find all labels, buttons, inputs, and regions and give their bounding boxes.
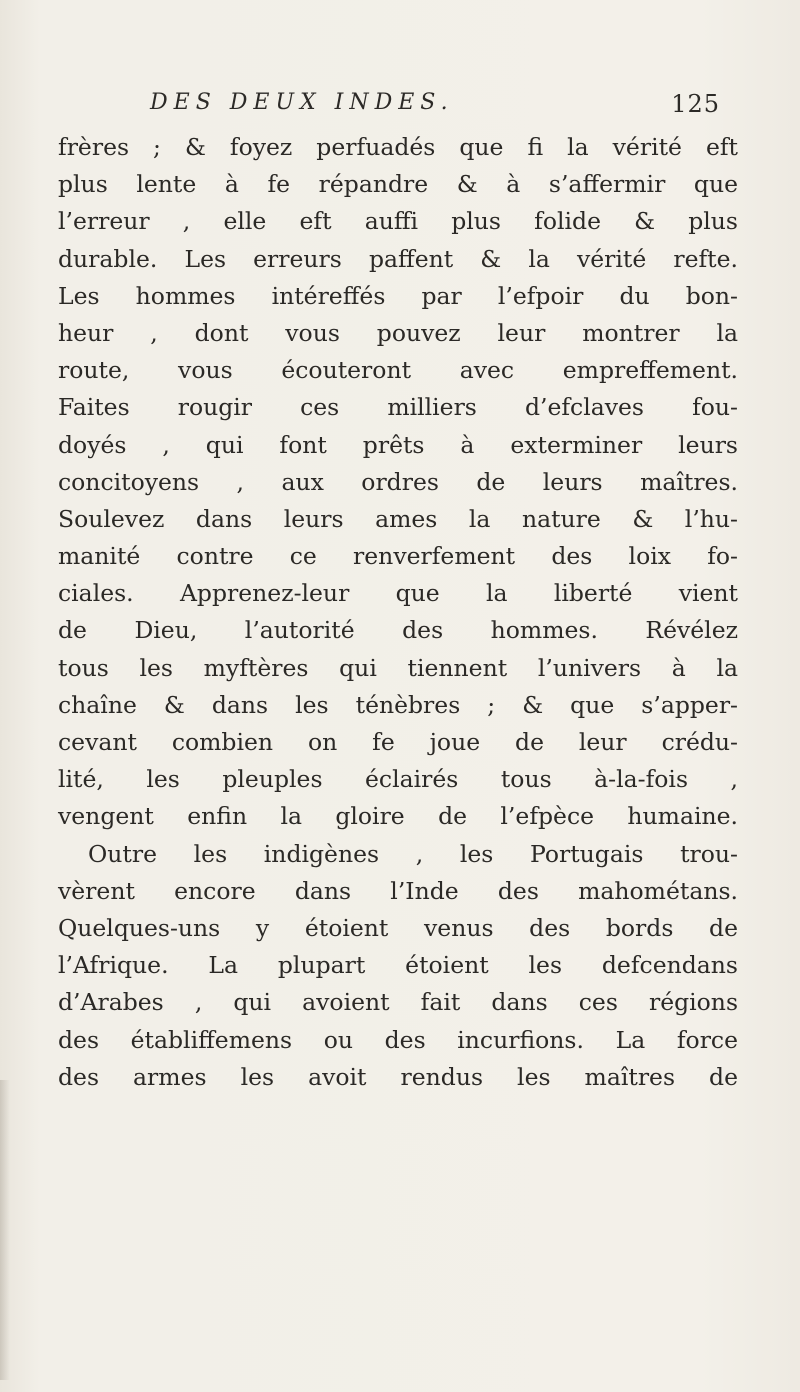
- text-line: Quelques-uns y étoient venus des bords de: [58, 913, 738, 942]
- text-line: tous les myftères qui tiennent l’univers à la: [58, 653, 738, 682]
- text-line: lité, les pleuples éclairés tous à-la-fois ,: [58, 765, 738, 794]
- text-line: ciales. Apprenez-leur que la liberté vient: [58, 579, 738, 608]
- text-line: heur , dont vous pouvez leur montrer la: [58, 318, 738, 347]
- text-line: Faites rougir ces milliers d’efclaves fou-: [58, 393, 738, 422]
- running-head: [150, 90, 720, 130]
- text-line: chaîne & dans les ténèbres ; & que s’apper-: [58, 690, 738, 719]
- text-line: route, vous écouteront avec empreffement.: [58, 356, 738, 385]
- text-line: d’Arabes , qui avoient fait dans ces régions: [58, 988, 738, 1017]
- text-line: Soulevez dans leurs ames la nature & l’hu-: [58, 504, 738, 533]
- text-line: concitoyens , aux ordres de leurs maîtres.: [58, 467, 738, 496]
- text-line: durable. Les erreurs paffent & la vérité refte.: [58, 244, 738, 273]
- body-text: [58, 129, 738, 1096]
- text-line: des établiffemens ou des incurfions. La force: [58, 1025, 738, 1054]
- text-line: l’Afrique. La plupart étoient les defcendans: [58, 951, 738, 980]
- text-line: Les hommes intéreffés par l’efpoir du bon-: [58, 281, 738, 310]
- text-line: de Dieu, l’autorité des hommes. Révélez: [58, 616, 738, 645]
- text-line: cevant combien on fe joue de leur crédu-: [58, 728, 738, 756]
- running-head-title: DES DEUX INDES.: [150, 90, 454, 115]
- text-line: Outre les indigènes , les Portugais trou-: [88, 839, 738, 868]
- page-edge-shadow: [0, 1080, 10, 1380]
- text-line: des armes les avoit rendus les maîtres de: [58, 1062, 738, 1091]
- page-number: 125: [671, 90, 720, 118]
- text-line: l’erreur , elle eft auffi plus folide & plus: [58, 207, 738, 236]
- text-line: vengent enfin la gloire de l’efpèce humaine.: [58, 802, 738, 831]
- text-line: doyés , qui font prêts à exterminer leurs: [58, 430, 738, 459]
- text-line: vèrent encore dans l’Inde des mahométans.: [58, 876, 738, 905]
- text-line: frères ; & foyez perfuadés que fi la vérité eft: [58, 133, 738, 161]
- text-line: manité contre ce renverfement des loix fo-: [58, 542, 738, 571]
- text-line: plus lente à fe répandre & à s’affermir que: [58, 170, 738, 199]
